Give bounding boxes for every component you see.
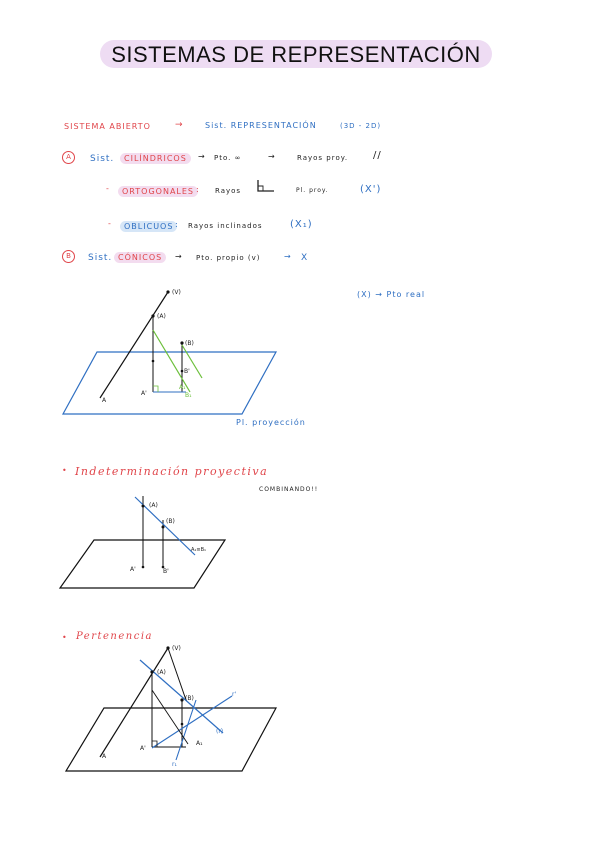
fig1-note: (X) → Pto real	[357, 290, 426, 299]
fig3-label-b: (B)	[185, 695, 194, 702]
fig1-right-angle	[153, 386, 158, 392]
intro-dims: (3D - 2D)	[340, 122, 382, 130]
item-a-arrow1: →	[198, 152, 206, 161]
fig2-label-aprime: A'	[130, 566, 136, 573]
right-angle-glyph	[258, 180, 274, 191]
fig3-label-rprime: r'	[232, 691, 237, 698]
ortho-dash: -	[106, 184, 110, 193]
fig1-projection-plane	[63, 352, 276, 414]
fig3-label-aprime: A'	[140, 745, 146, 752]
obl-name: OBLICUOS	[120, 221, 177, 232]
item-b-sist: Sist.	[88, 253, 113, 263]
fig1-ray-va	[100, 292, 168, 398]
fig1-point-v	[166, 290, 169, 293]
fig3-label-a1: A₁	[196, 740, 203, 747]
fig3-ray-va	[100, 648, 168, 757]
fig3-point-mid	[181, 723, 184, 726]
ortho-result: (X')	[360, 184, 382, 195]
obl-colon: :	[175, 220, 179, 229]
fig1-label-b: (B)	[185, 340, 194, 347]
fig2-label-bprime: B'	[163, 568, 169, 575]
obl-result: (X₁)	[290, 219, 313, 230]
fig3-label-a-low: A	[102, 753, 107, 760]
fig3-line-r-prime	[152, 696, 232, 748]
fig3-point-b	[180, 698, 183, 701]
ortho-colon: :	[196, 185, 200, 194]
intro-left: SISTEMA ABIERTO	[64, 122, 151, 131]
item-a-sist: Sist.	[90, 154, 115, 164]
section2-title: Indeterminación proyectiva	[75, 465, 269, 478]
item-a-arrow2: →	[268, 152, 276, 161]
marker-a: A	[62, 151, 75, 164]
obl-rays: Rayos inclinados	[188, 222, 263, 230]
item-b-arrow2: →	[284, 252, 292, 261]
fig1-label-a-low: A	[102, 397, 107, 404]
fig1-label-b1: B₁	[185, 392, 192, 399]
fig3-plane	[66, 708, 276, 771]
fig1-plane-label: Pl. proyección	[236, 418, 306, 427]
item-a-rays: Rayos proy.	[297, 154, 349, 162]
marker-b: B	[62, 250, 75, 263]
fig2-label-ab: A₁≡B₁	[191, 547, 207, 553]
fig2-label-a: (A)	[149, 502, 158, 509]
page-title: SISTEMAS DE REPRESENTACIÓN	[111, 42, 481, 67]
item-b-arrow1: →	[175, 252, 183, 261]
fig2-point-aprime	[142, 566, 145, 569]
fig2-point-a	[142, 505, 145, 508]
item-a-kind: CILÍNDRICOS	[120, 153, 191, 164]
fig3-point-a	[150, 670, 153, 673]
fig1-point-mid	[152, 360, 155, 363]
ortho-name: ORTOGONALES	[118, 186, 198, 197]
fig1-label-aprime: A'	[141, 390, 147, 397]
fig1-point-b	[180, 341, 183, 344]
fig3-point-v	[166, 646, 169, 649]
fig3-label-a: (A)	[157, 669, 166, 676]
fig2-label-b: (B)	[166, 518, 175, 525]
section3-title: Pertenencia	[76, 631, 153, 642]
intro-right: Sist. REPRESENTACIÓN	[205, 121, 317, 130]
figure-2	[60, 496, 225, 588]
fig2-point-b	[162, 526, 165, 529]
section3-bullet: •	[62, 633, 68, 642]
fig3-label-r: (r)	[216, 728, 224, 735]
item-b-kind: CÓNICOS	[114, 252, 166, 263]
section2-note: COMBINANDO!!	[259, 486, 319, 493]
item-a-pto: Pto. ∞	[214, 154, 242, 162]
fig1-point-bprime	[181, 370, 184, 373]
fig3-label-v: (V)	[172, 645, 181, 652]
figure-3	[66, 645, 276, 771]
fig1-label-bprime: B'	[184, 368, 190, 375]
fig1-label-v: (V)	[172, 289, 181, 296]
fig1-label-a: (A)	[157, 313, 166, 320]
section2-bullet: •	[62, 466, 68, 475]
item-b-pto: Pto. propio (v)	[196, 254, 261, 262]
item-b-result: X	[301, 253, 309, 263]
fig3-label-rlow: r₁	[172, 761, 177, 768]
item-a-parallel: //	[373, 150, 382, 161]
fig1-label-a1: A₁	[179, 384, 186, 391]
ortho-plane: Pl. proy.	[296, 187, 329, 194]
obl-dash: -	[108, 219, 112, 228]
fig1-point-a	[151, 314, 154, 317]
figure-1	[63, 289, 276, 414]
ortho-rays: Rayos	[215, 187, 242, 195]
intro-arrow: →	[175, 120, 184, 130]
